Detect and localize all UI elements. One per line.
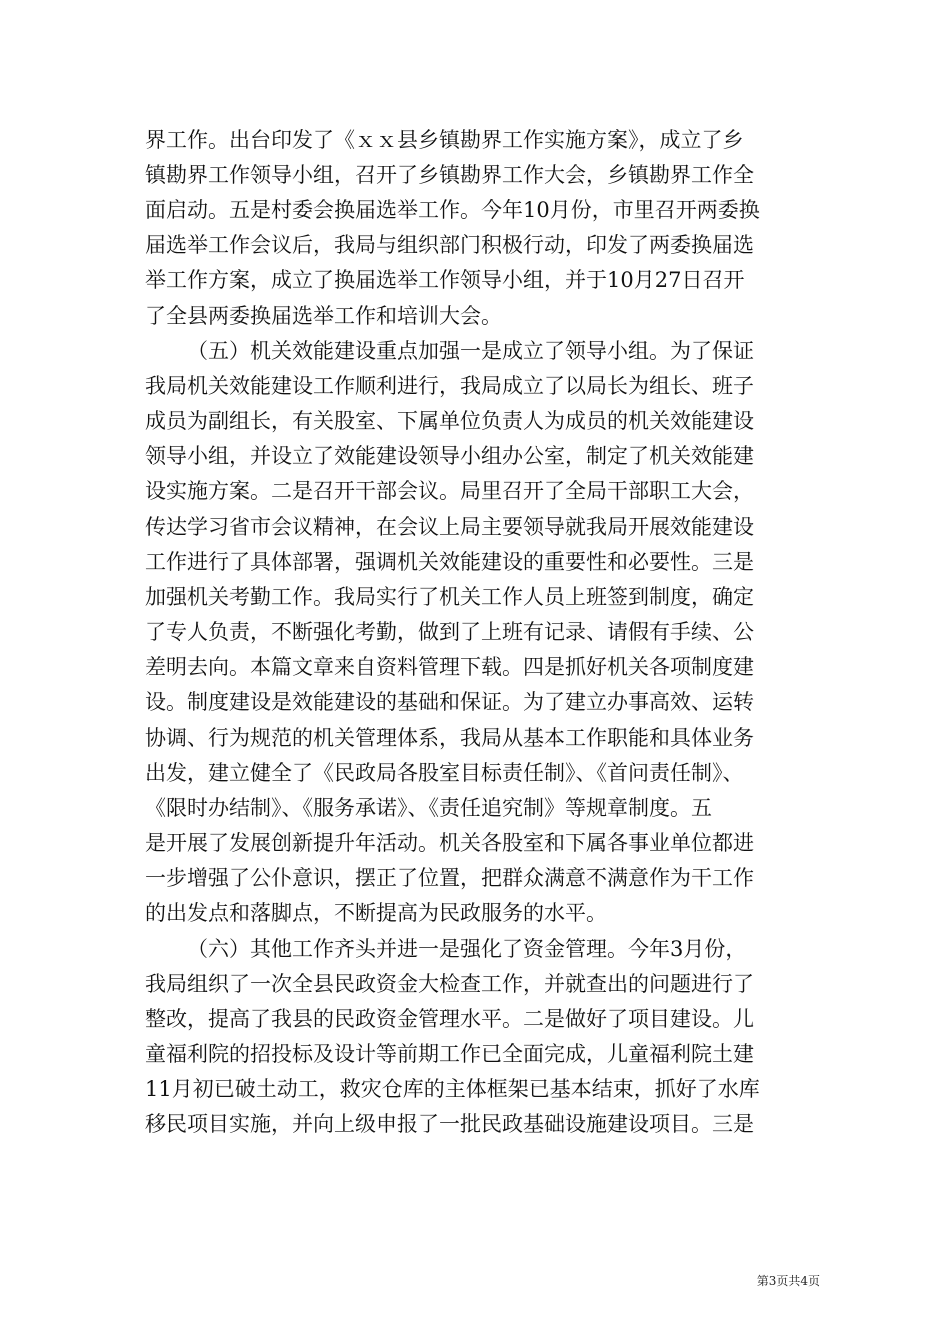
text-line: 我局组织了一次全县民政资金大检查工作，并就查出的问题进行了 (145, 972, 754, 996)
text-line: 童福利院的招投标及设计等前期工作已全面完成，儿童福利院土建 (145, 1042, 754, 1066)
text-line: 设。制度建设是效能建设的基础和保证。为了建立办事高效、运转 (145, 690, 754, 714)
text-line: 移民项目实施，并向上级申报了一批民政基础设施建设项目。三是 (145, 1112, 754, 1136)
text-line: 加强机关考勤工作。我局实行了机关工作人员上班签到制度，确定 (145, 585, 754, 609)
text-line: 一步增强了公仆意识，摆正了位置，把群众满意不满意作为干工作 (145, 866, 754, 890)
text-line: 差明去向。本篇文章来自资料管理下载。四是抓好机关各项制度建 (145, 655, 754, 679)
text-line: 我局机关效能建设工作顺利进行，我局成立了以局长为组长、班子 (145, 374, 754, 398)
page-number-footer: 第3页共4页 (756, 1274, 820, 1288)
text-line: 出发，建立健全了《民政局各股室目标责任制》、《首问责任制》、 (145, 761, 744, 785)
text-line: 设实施方案。二是召开干部会议。局里召开了全局干部职工大会， (145, 479, 754, 503)
text-line: 协调、行为规范的机关管理体系，我局从基本工作职能和具体业务 (145, 726, 754, 750)
text-line: 镇勘界工作领导小组，召开了乡镇勘界工作大会，乡镇勘界工作全 (145, 163, 754, 187)
text-line: 整改，提高了我县的民政资金管理水平。二是做好了项目建设。儿 (145, 1007, 754, 1031)
text-line: 面启动。五是村委会换届选举工作。今年10月份，市里召开两委换 (145, 198, 760, 222)
paragraph-heading-5: （五）机关效能建设重点加强一是成立了领导小组。为了保证 (187, 339, 754, 363)
paragraph-heading-6: （六）其他工作齐头并进一是强化了资金管理。今年3月份， (187, 937, 747, 961)
text-line: 的出发点和落脚点，不断提高为民政服务的水平。 (145, 901, 607, 925)
text-line: 了全县两委换届选举工作和培训大会。 (145, 304, 502, 328)
text-line: 了专人负责，不断强化考勤，做到了上班有记录、请假有手续、公 (145, 620, 754, 644)
text-line: 届选举工作会议后，我局与组织部门积极行动，印发了两委换届选 (145, 233, 754, 257)
text-line: 举工作方案，成立了换届选举工作领导小组，并于10月27日召开 (145, 268, 745, 292)
text-line: 11月初已破土动工，救灾仓库的主体框架已基本结束，抓好了水库 (145, 1077, 760, 1101)
text-line: 界工作。出台印发了《ｘｘ县乡镇勘界工作实施方案》，成立了乡 (145, 128, 744, 152)
text-line: 传达学习省市会议精神，在会议上局主要领导就我局开展效能建设 (145, 515, 754, 539)
text-line: 是开展了发展创新提升年活动。机关各股室和下属各事业单位都进 (145, 831, 754, 855)
text-line: 工作进行了具体部署，强调机关效能建设的重要性和必要性。三是 (145, 550, 754, 574)
text-line: 成员为副组长，有关股室、下属单位负责人为成员的机关效能建设 (145, 409, 754, 433)
text-line: 领导小组，并设立了效能建设领导小组办公室，制定了机关效能建 (145, 444, 754, 468)
text-line: 《限时办结制》、《服务承诺》、《责任追究制》等规章制度。五 (145, 796, 712, 820)
